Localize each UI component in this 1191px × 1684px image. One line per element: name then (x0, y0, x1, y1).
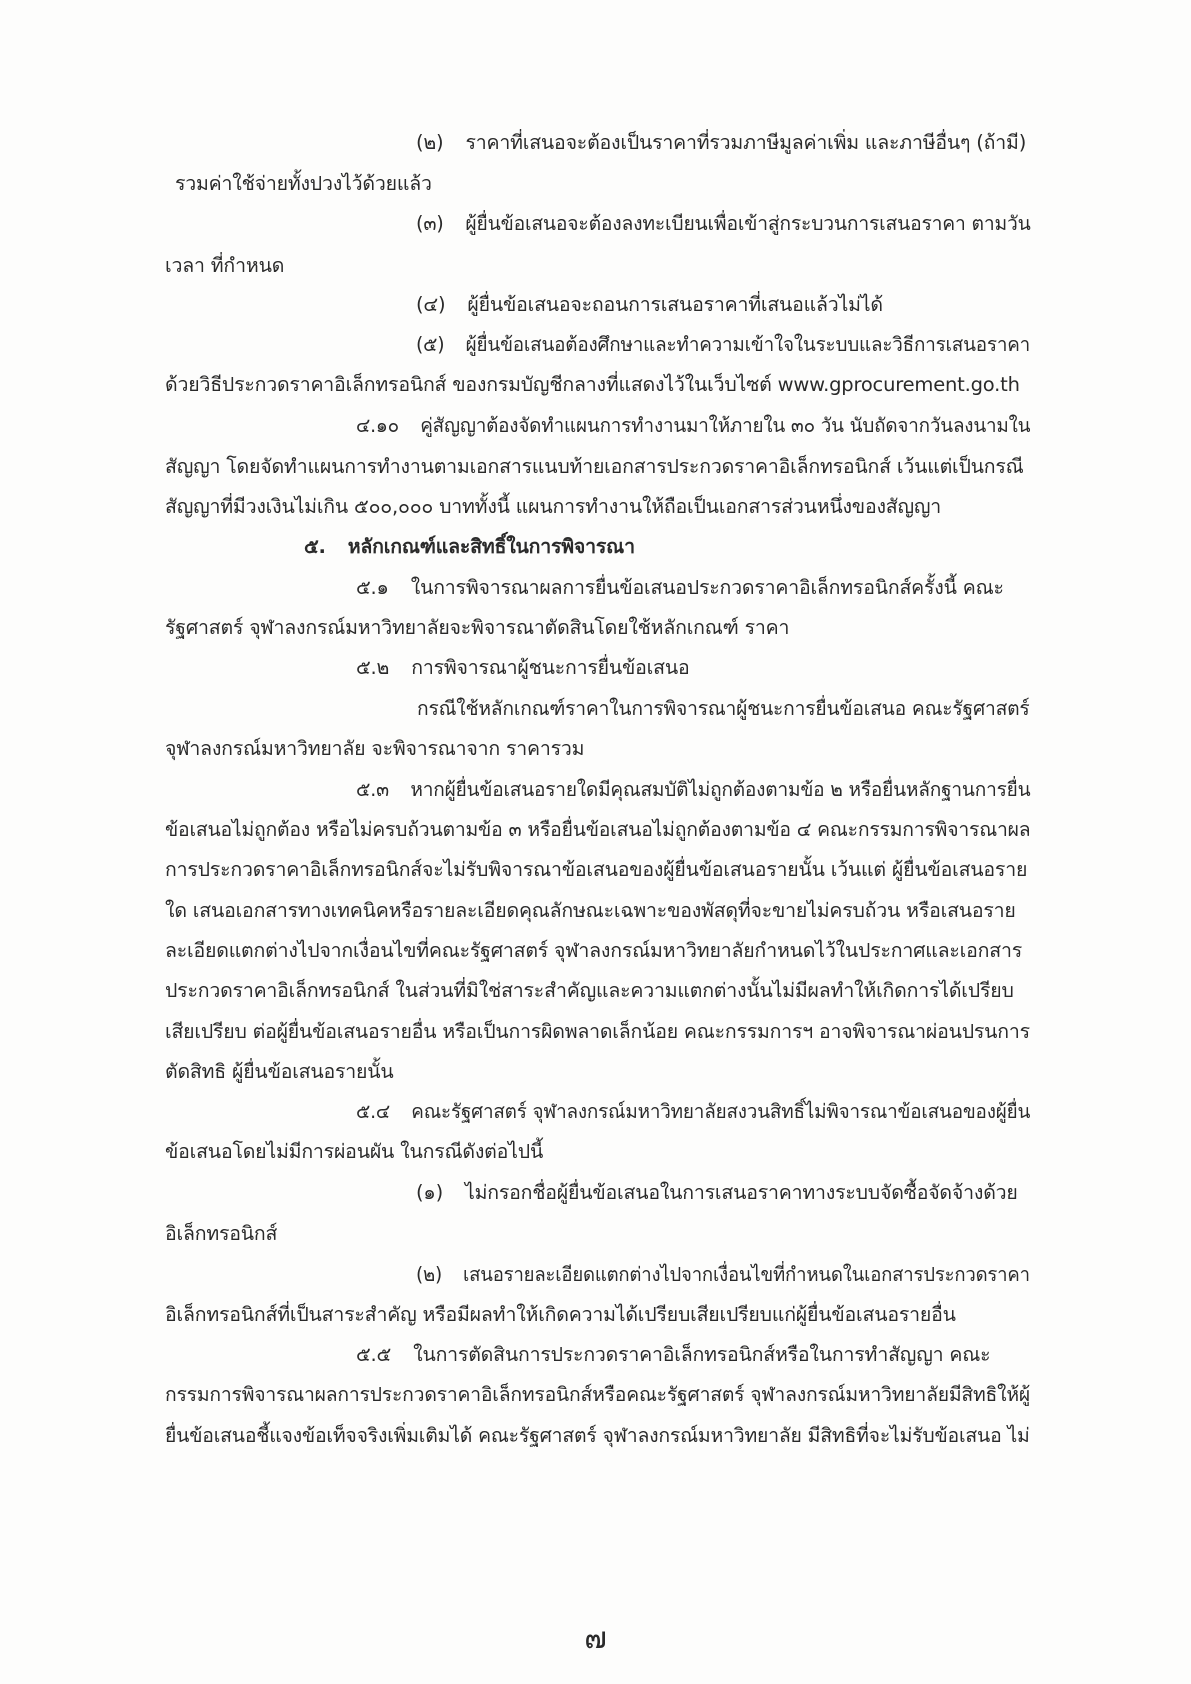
line-text: เสียเปรียบ ต่อผู้ยื่นข้อเสนอรายอื่น หรือเป็นการผิดพลาดเล็กน้อย คณะกรรมการฯ อาจพิจารณาผ่อนปรนการ (165, 1020, 1030, 1043)
paragraph-line (165, 1059, 394, 1085)
paragraph-line (165, 978, 1014, 1004)
line-text: จุฬาลงกรณ์มหาวิทยาลัย จะพิจารณาจาก ราคารวม (165, 737, 585, 760)
line-text: ไม่กรอกชื่อผู้ยื่นข้อเสนอในการเสนอราคาทางระบบจัดซื้อจัดจ้างด้วย (465, 1181, 1018, 1204)
paragraph-line (165, 1382, 1030, 1408)
line-text: คู่สัญญาต้องจัดทำแผนการทำงานมาให้ภายใน ๓๐ วัน นับถัดจากวันลงนามใน (420, 414, 1031, 437)
line-text: ผู้ยื่นข้อเสนอจะถอนการเสนอราคาที่เสนอแล้วไม่ได้ (467, 293, 883, 316)
clause-number: (๒) (416, 131, 444, 154)
line-text: หากผู้ยื่นข้อเสนอรายใดมีคุณสมบัติไม่ถูกต้องตามข้อ ๒ หรือยื่นหลักฐานการยื่น (410, 778, 1031, 801)
line-text: ผู้ยื่นข้อเสนอจะต้องลงทะเบียนเพื่อเข้าสู่กระบวนการเสนอราคา ตามวัน (465, 212, 1031, 235)
line-text: ด้วยวิธีประกวดราคาอิเล็กทรอนิกส์ ของกรมบัญชีกลางที่แสดงไว้ในเว็บไซต์ www.gprocurement.go.th (165, 373, 1020, 396)
line-text: สัญญาที่มีวงเงินไม่เกิน ๕๐๐,๐๐๐ บาททั้งนี้ แผนการทำงานให้ถือเป็นเอกสารส่วนหนึ่งของสัญญา (165, 495, 942, 518)
numbered-paragraph-line (356, 1099, 1030, 1125)
numbered-paragraph-line (356, 413, 1030, 439)
line-text: ละเอียดแตกต่างไปจากเงื่อนไขที่คณะรัฐศาสตร์ จุฬาลงกรณ์มหาวิทยาลัยกำหนดไว้ในประกาศและเอกสาร (165, 939, 1022, 962)
clause-number: (๓) (416, 212, 444, 235)
numbered-paragraph-line (356, 777, 1030, 803)
clause-number: ๕.๒ (356, 656, 390, 679)
clause-number: ๕.๔ (356, 1100, 391, 1123)
line-text: ผู้ยื่นข้อเสนอต้องศึกษาและทำความเข้าใจในระบบและวิธีการเสนอราคา (465, 333, 1031, 356)
clause-number: (๕) (416, 333, 445, 356)
paragraph-line (165, 1019, 1030, 1045)
line-text: ข้อเสนอโดยไม่มีการผ่อนผัน ในกรณีดังต่อไปนี้ (165, 1140, 544, 1163)
line-text: กรรมการพิจารณาผลการประกวดราคาอิเล็กทรอนิกส์หรือคณะรัฐศาสตร์ จุฬาลงกรณ์มหาวิทยาลัยมีสิทธิให้ผู้ (165, 1383, 1031, 1406)
line-text: อิเล็กทรอนิกส์ (165, 1222, 278, 1245)
clause-number: ๕.๓ (356, 778, 389, 801)
line-text: ตัดสิทธิ ผู้ยื่นข้อเสนอรายนั้น (165, 1060, 394, 1083)
line-text: ยื่นข้อเสนอชี้แจงข้อเท็จจริงเพิ่มเติมได้ คณะรัฐศาสตร์ จุฬาลงกรณ์มหาวิทยาลัย มีสิทธิที่จะไม่รับข้อเสนอ ไม่ (165, 1424, 1030, 1447)
paragraph-line (165, 372, 1020, 398)
clause-number: (๑) (416, 1181, 443, 1204)
line-text: ข้อเสนอไม่ถูกต้อง หรือไม่ครบถ้วนตามข้อ ๓ หรือยื่นข้อเสนอไม่ถูกต้องตามข้อ ๔ คณะกรรมการพิจารณาผล (165, 818, 1031, 841)
numbered-paragraph-line (416, 211, 1031, 237)
clause-number: ๕. (304, 535, 326, 558)
numbered-paragraph-line (356, 575, 1004, 601)
line-text: สัญญา โดยจัดทำแผนการทำงานตามเอกสารแนบท้ายเอกสารประกวดราคาอิเล็กทรอนิกส์ เว้นแต่เป็นกรณี (165, 455, 1024, 478)
line-text: ราคาที่เสนอจะต้องเป็นราคาที่รวมภาษีมูลค่าเพิ่ม และภาษีอื่นๆ (ถ้ามี) (465, 131, 1027, 154)
clause-number: ๕.๕ (356, 1343, 392, 1366)
line-text: กรณีใช้หลักเกณฑ์ราคาในการพิจารณาผู้ชนะการยื่นข้อเสนอ คณะรัฐศาสตร์ (417, 697, 1030, 720)
paragraph-line (165, 817, 1030, 843)
page-number: ๗ (584, 1621, 607, 1656)
paragraph-line (175, 171, 432, 197)
paragraph-line (165, 494, 941, 520)
line-text: ในการตัดสินการประกวดราคาอิเล็กทรอนิกส์หรือในการทำสัญญา คณะ (413, 1343, 991, 1366)
line-text: เสนอรายละเอียดแตกต่างไปจากเงื่อนไขที่กำหนดในเอกสารประกวดราคา (463, 1263, 1030, 1286)
paragraph-line (165, 454, 1024, 480)
paragraph-line (417, 696, 1030, 722)
line-text: เวลา ที่กำหนด (165, 254, 285, 277)
numbered-paragraph-line (356, 1342, 990, 1368)
paragraph-line (165, 253, 284, 279)
paragraph-line (165, 1139, 543, 1165)
paragraph-line (165, 857, 1027, 883)
paragraph-line (165, 898, 1016, 924)
line-text: รัฐศาสตร์ จุฬาลงกรณ์มหาวิทยาลัยจะพิจารณาตัดสินโดยใช้หลักเกณฑ์ ราคา (165, 616, 790, 639)
line-text: ใด เสนอเอกสารทางเทคนิคหรือรายละเอียดคุณลักษณะเฉพาะของพัสดุที่จะขายไม่ครบถ้วน หรือเสนอราย (165, 899, 1016, 922)
paragraph-line (165, 1221, 277, 1247)
numbered-paragraph-line (416, 1180, 1018, 1206)
line-text: อิเล็กทรอนิกส์ที่เป็นสาระสำคัญ หรือมีผลทำให้เกิดความได้เปรียบเสียเปรียบแก่ผู้ยื่นข้อเสนอรายอื่น (165, 1303, 956, 1326)
numbered-paragraph-line (304, 534, 635, 560)
numbered-paragraph-line (416, 130, 1026, 156)
paragraph-line (165, 1423, 1030, 1449)
paragraph-line (165, 938, 1022, 964)
clause-number: ๔.๑๐ (356, 414, 399, 437)
clause-number: ๕.๑ (356, 576, 389, 599)
paragraph-line (165, 736, 584, 762)
numbered-paragraph-line (416, 332, 1030, 358)
line-text: การประกวดราคาอิเล็กทรอนิกส์จะไม่รับพิจารณาข้อเสนอของผู้ยื่นข้อเสนอรายนั้น เว้นแต่ ผู้ยื่นข้อเสนอราย (165, 858, 1028, 881)
paragraph-line (165, 1302, 956, 1328)
line-text: หลักเกณฑ์และสิทธิ์ในการพิจารณา (347, 535, 635, 558)
numbered-paragraph-line (356, 655, 690, 681)
line-text: ประกวดราคาอิเล็กทรอนิกส์ ในส่วนที่มิใช่สาระสำคัญและความแตกต่างนั้นไม่มีผลทำให้เกิดการได้เปรียบ (165, 979, 1014, 1002)
line-text: รวมค่าใช้จ่ายทั้งปวงไว้ด้วยแล้ว (175, 172, 432, 195)
numbered-paragraph-line (416, 1262, 1030, 1288)
clause-number: (๔) (416, 293, 446, 316)
line-text: คณะรัฐศาสตร์ จุฬาลงกรณ์มหาวิทยาลัยสงวนสิทธิ์ไม่พิจารณาข้อเสนอของผู้ยื่น (411, 1100, 1031, 1123)
line-text: ในการพิจารณาผลการยื่นข้อเสนอประกวดราคาอิเล็กทรอนิกส์ครั้งนี้ คณะ (410, 576, 1004, 599)
numbered-paragraph-line (416, 292, 883, 318)
paragraph-line (165, 615, 789, 641)
line-text: การพิจารณาผู้ชนะการยื่นข้อเสนอ (411, 656, 690, 679)
clause-number: (๒) (416, 1263, 443, 1286)
